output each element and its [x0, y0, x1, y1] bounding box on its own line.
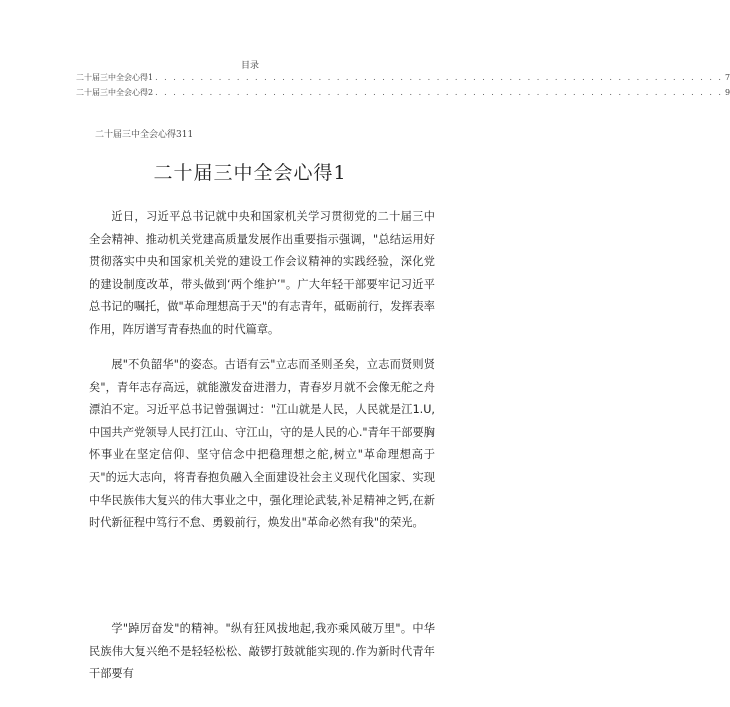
toc-entry-page: 9 [724, 88, 730, 97]
toc-leader-dots: . . . . . . . . . . . . . . . . . . . . . . . . . . . . . . . . . . . . . . . . . . . . . . . . . . . . . . . . . . . . . . . [155, 88, 723, 97]
document-title: 二十届三中全会心得1 [153, 162, 347, 184]
section-label: 二十届三中全会心得311 [95, 130, 194, 140]
toc-title: 目录 [240, 61, 259, 71]
toc-entry-label: 二十届三中全会心得1 [76, 73, 154, 82]
toc-entry-label: 二十届三中全会心得2 [76, 88, 154, 97]
toc-entry-page: 7 [724, 73, 730, 82]
toc-entry[interactable] [76, 72, 730, 84]
toc-leader-dots: . . . . . . . . . . . . . . . . . . . . . . . . . . . . . . . . . . . . . . . . . . . . . . . . . . . . . . . . . . . . . . . [155, 73, 723, 82]
body-paragraph: 近日，习近平总书记就中央和国家机关学习贯彻党的二十届三中全会精神、推动机关党建高质量发展作出重要指示强调，"总结运用好贯彻落实中央和国家机关党的建设工作会议精神的实践经验，深化党的建设制度改革，带头做到‘两个维护’"。广大年轻干部要牢记习近平总书记的嘱托，做"革命理想高于天"的有志青年，砥砺前行，发挥表率作用，阵厉谱写青春热血的时代篇章。 [89, 210, 435, 336]
toc-entry[interactable] [76, 87, 730, 99]
body-paragraph: 展"不负韶华"的姿态。古语有云"立志而圣则圣矣，立志而贤则贤矣"，青年志存高远，就能激发奋进潜力，青春岁月就不会像无舵之舟漂泊不定。习近平总书记曾强调过："江山就是人民，人民就是江1.U,中国共产党领导人民打江山、守江山，守的是人民的心."青年干部要胸怀事业在坚定信仰、坚守信念中把稳理想之舵,树立"革命理想高于天"的远大志向，将青春抱负融入全面建设社会主义现代化国家、实现中华民族伟大复兴的伟大事业之中，强化理论武装,补足精神之钙,在新时代新征程中笃行不怠、勇毅前行，焕发出"革命必然有我"的荣光。 [89, 358, 435, 530]
body-paragraph: 学"踔厉奋发"的精神。"纵有狂风拔地起,我亦乘风破万里"。中华民族伟大复兴绝不是轻轻松松、敲锣打鼓就能实现的.作为新时代青年干部要有 [89, 622, 435, 681]
